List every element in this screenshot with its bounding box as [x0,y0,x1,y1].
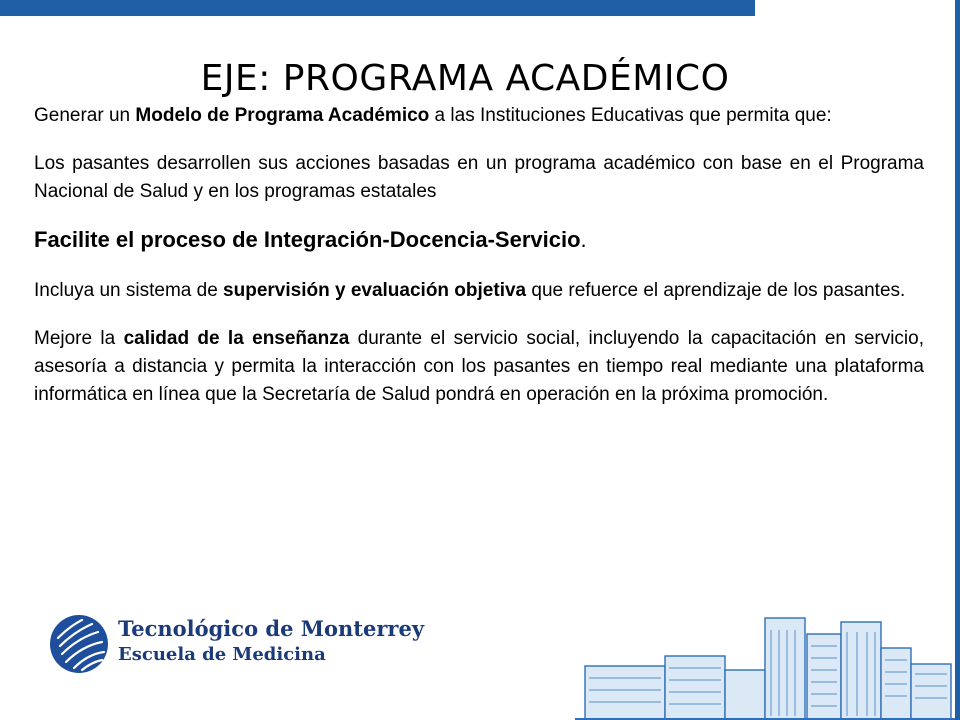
p4-post: durante el servicio social, incluyendo la capacitación en servicio, asesoría a distancia y permita la interacción con los pasantes en tiempo real mediante una plataforma informática en línea que la Secretaría de Salud pondrá en operación en la próxima promoción. [34,328,925,405]
slide-body [34,102,924,429]
p4-bold: calidad de la enseñanza [123,328,350,349]
intro-bold: Modelo de Programa Académico [135,105,430,126]
paragraph-3 [34,277,924,305]
intro-post: a las Instituciones Educativas que permita que: [429,105,832,126]
campus-buildings-illustration [575,608,955,720]
institution-logo [48,608,425,696]
logo-line-2: Escuela de Medicina [118,644,326,665]
p4-pre: Mejore la [34,328,124,349]
paragraph-1: Los pasantes desarrollen sus acciones basadas en un programa académico con base en el Programa Nacional de Salud y en los programas estatales [34,153,924,202]
intro-paragraph [34,102,924,130]
right-accent-bar [955,0,960,720]
tec-logo-icon [48,608,110,688]
intro-pre: Generar un [34,105,136,126]
paragraph-2 [34,226,924,254]
p3-bold: supervisión y evaluación objetiva [223,280,527,301]
p2-bold: Facilite el proceso de Integración-Docencia-Servicio [34,227,581,252]
p3-pre: Incluya un sistema de [34,280,224,301]
top-accent-bar [0,0,755,16]
paragraph-4 [34,325,924,409]
logo-line-1: Tecnológico de Monterrey [118,616,425,641]
p3-post: que refuerce el aprendizaje de los pasantes. [526,280,906,301]
p2-post: . [580,227,587,252]
slide-title: EJE: PROGRAMA ACADÉMICO [200,58,730,100]
